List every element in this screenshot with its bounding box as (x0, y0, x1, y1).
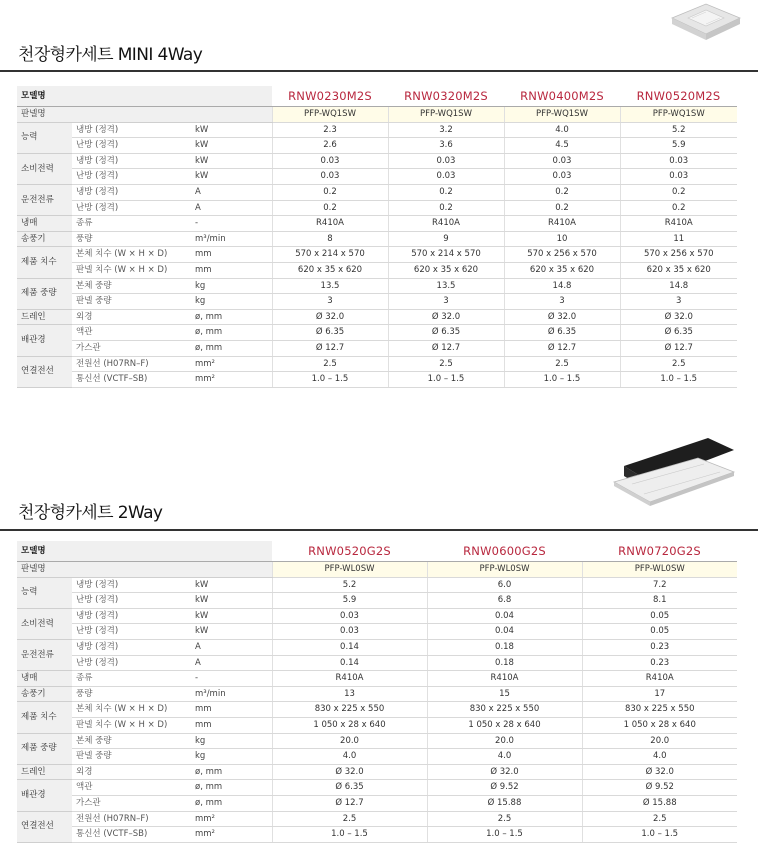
spec-unit: kW (192, 169, 272, 185)
spec-value: 15 (427, 686, 582, 702)
spec-value: 0.18 (427, 639, 582, 655)
spec-unit: ø, mm (192, 795, 272, 811)
spec-value: R410A (504, 216, 620, 232)
spec-row (17, 811, 737, 827)
spec-value: 6.8 (427, 593, 582, 609)
spec-row (17, 325, 737, 341)
spec-value: Ø 12.7 (504, 340, 620, 356)
cassette-4way-image (668, 2, 744, 44)
spec-category: 배관경 (17, 325, 72, 356)
model-name: RNW0520M2S (620, 86, 737, 107)
spec-value: 5.2 (620, 122, 737, 138)
spec-value: 0.03 (388, 153, 504, 169)
spec-value: 13 (272, 686, 427, 702)
spec-value: Ø 6.35 (504, 325, 620, 341)
spec-value: Ø 12.7 (272, 795, 427, 811)
spec-unit: mm² (192, 372, 272, 388)
spec-value: R410A (620, 216, 737, 232)
spec-value: 0.14 (272, 655, 427, 671)
spec-unit: kW (192, 608, 272, 624)
spec-value: 2.5 (427, 811, 582, 827)
spec-subitem: 난방 (정격) (72, 138, 192, 154)
spec-value: 3 (272, 294, 388, 310)
spec-value: 0.2 (388, 200, 504, 216)
spec-unit: kg (192, 278, 272, 294)
spec-subitem: 난방 (정격) (72, 593, 192, 609)
spec-subitem: 판넬 치수 (W × H × D) (72, 717, 192, 733)
spec-category: 송풍기 (17, 686, 72, 702)
spec-value: 0.03 (504, 169, 620, 185)
spec-value: 0.04 (427, 608, 582, 624)
spec-row (17, 356, 737, 372)
spec-subitem: 냉방 (정격) (72, 608, 192, 624)
spec-value: 0.03 (272, 169, 388, 185)
spec-unit: A (192, 639, 272, 655)
spec-subitem: 냉방 (정격) (72, 639, 192, 655)
spec-value: Ø 32.0 (388, 309, 504, 325)
spec-value: 3 (504, 294, 620, 310)
spec-subitem: 본체 치수 (W × H × D) (72, 702, 192, 718)
spec-unit: ø, mm (192, 764, 272, 780)
spec-unit: mm (192, 702, 272, 718)
spec-value: 620 x 35 x 620 (620, 262, 737, 278)
spec-value: 1 050 x 28 x 640 (272, 717, 427, 733)
spec-value: 830 x 225 x 550 (272, 702, 427, 718)
spec-value: Ø 9.52 (427, 780, 582, 796)
spec-row (17, 262, 737, 278)
model-name: RNW0720G2S (582, 541, 737, 562)
spec-value: Ø 6.35 (272, 325, 388, 341)
spec-value: 2.6 (272, 138, 388, 154)
spec-category: 소비전력 (17, 608, 72, 639)
spec-value: 1 050 x 28 x 640 (582, 717, 737, 733)
spec-subitem: 판넬 중량 (72, 749, 192, 765)
section-title-4way: 천장형카세트 MINI 4Way (18, 45, 203, 65)
model-name: RNW0520G2S (272, 541, 427, 562)
spec-value: PFP-WQ1SW (272, 107, 388, 123)
spec-value: 0.2 (504, 200, 620, 216)
spec-category: 능력 (17, 577, 72, 608)
spec-value: 1 050 x 28 x 640 (427, 717, 582, 733)
spec-value: 2.5 (620, 356, 737, 372)
spec-value: 0.14 (272, 639, 427, 655)
spec-value: 570 x 256 x 570 (620, 247, 737, 263)
spec-category: 판넬명 (17, 107, 272, 123)
spec-value: 0.05 (582, 624, 737, 640)
spec-value: 570 x 256 x 570 (504, 247, 620, 263)
spec-category: 운전전류 (17, 639, 72, 670)
spec-subitem: 냉방 (정격) (72, 184, 192, 200)
cassette-2way-image (612, 432, 736, 512)
spec-value: 1.0 – 1.5 (427, 827, 582, 843)
spec-value: 13.5 (388, 278, 504, 294)
spec-row (17, 639, 737, 655)
spec-value: 8.1 (582, 593, 737, 609)
spec-category: 배관경 (17, 780, 72, 811)
spec-category: 송풍기 (17, 231, 72, 247)
spec-unit: ø, mm (192, 309, 272, 325)
spec-value: PFP-WQ1SW (388, 107, 504, 123)
spec-subitem: 액관 (72, 325, 192, 341)
spec-value: 3 (620, 294, 737, 310)
section-divider (0, 70, 758, 72)
spec-value: 2.5 (272, 356, 388, 372)
spec-value: 1.0 – 1.5 (272, 372, 388, 388)
spec-unit: A (192, 655, 272, 671)
section-divider (0, 529, 758, 531)
spec-row (17, 827, 737, 843)
spec-subitem: 풍량 (72, 231, 192, 247)
spec-category: 제품 중량 (17, 278, 72, 309)
spec-category: 운전전류 (17, 184, 72, 215)
spec-row (17, 717, 737, 733)
spec-value: 0.2 (272, 200, 388, 216)
model-name: RNW0400M2S (504, 86, 620, 107)
spec-row (17, 655, 737, 671)
spec-value: 0.03 (504, 153, 620, 169)
spec-category: 연결전선 (17, 811, 72, 842)
spec-subitem: 가스관 (72, 340, 192, 356)
spec-category: 제품 치수 (17, 247, 72, 278)
spec-unit: kW (192, 577, 272, 593)
spec-value: 0.23 (582, 639, 737, 655)
spec-value: Ø 32.0 (504, 309, 620, 325)
spec-value: 2.5 (582, 811, 737, 827)
spec-row (17, 562, 737, 578)
spec-value: 20.0 (582, 733, 737, 749)
spec-row (17, 749, 737, 765)
spec-value: Ø 15.88 (427, 795, 582, 811)
spec-value: 0.04 (427, 624, 582, 640)
spec-unit: mm (192, 262, 272, 278)
spec-subitem: 종류 (72, 671, 192, 687)
spec-row (17, 231, 737, 247)
spec-row (17, 122, 737, 138)
spec-value: 5.2 (272, 577, 427, 593)
spec-value: 4.0 (582, 749, 737, 765)
spec-subitem: 액관 (72, 780, 192, 796)
spec-value: Ø 15.88 (582, 795, 737, 811)
spec-value: Ø 6.35 (272, 780, 427, 796)
spec-unit: A (192, 184, 272, 200)
spec-value: 1.0 – 1.5 (272, 827, 427, 843)
spec-category: 드레인 (17, 309, 72, 325)
spec-value: 9 (388, 231, 504, 247)
spec-value: R410A (582, 671, 737, 687)
spec-value: 14.8 (620, 278, 737, 294)
spec-value: PFP-WL0SW (427, 562, 582, 578)
spec-unit: ø, mm (192, 780, 272, 796)
spec-category: 냉매 (17, 671, 72, 687)
spec-subitem: 냉방 (정격) (72, 122, 192, 138)
spec-subitem: 전원선 (H07RN–F) (72, 356, 192, 372)
spec-value: 1.0 – 1.5 (504, 372, 620, 388)
spec-row (17, 702, 737, 718)
section-title-2way: 천장형카세트 2Way (18, 503, 163, 523)
spec-row (17, 200, 737, 216)
spec-row (17, 184, 737, 200)
spec-value: 0.23 (582, 655, 737, 671)
spec-row (17, 608, 737, 624)
spec-value: 20.0 (272, 733, 427, 749)
spec-value: R410A (427, 671, 582, 687)
spec-row (17, 107, 737, 123)
spec-value: 2.5 (388, 356, 504, 372)
spec-value: 1.0 – 1.5 (620, 372, 737, 388)
spec-unit: ø, mm (192, 340, 272, 356)
spec-value: Ø 12.7 (620, 340, 737, 356)
spec-value: R410A (272, 671, 427, 687)
spec-row (17, 671, 737, 687)
spec-row (17, 372, 737, 388)
spec-subitem: 가스관 (72, 795, 192, 811)
spec-subitem: 통신선 (VCTF–SB) (72, 827, 192, 843)
spec-subitem: 판넬 중량 (72, 294, 192, 310)
spec-row (17, 593, 737, 609)
spec-unit: m³/min (192, 686, 272, 702)
spec-value: 0.03 (272, 608, 427, 624)
spec-value: PFP-WQ1SW (620, 107, 737, 123)
spec-value: 17 (582, 686, 737, 702)
spec-row (17, 294, 737, 310)
spec-unit: kW (192, 624, 272, 640)
spec-unit: A (192, 200, 272, 216)
spec-row (17, 686, 737, 702)
model-header-row (17, 541, 737, 562)
spec-value: 0.03 (620, 169, 737, 185)
spec-subitem: 난방 (정격) (72, 624, 192, 640)
spec-row (17, 153, 737, 169)
spec-subitem: 판넬 치수 (W × H × D) (72, 262, 192, 278)
spec-value: 2.3 (272, 122, 388, 138)
spec-value: 7.2 (582, 577, 737, 593)
spec-value: 20.0 (427, 733, 582, 749)
spec-value: Ø 6.35 (388, 325, 504, 341)
spec-unit: kg (192, 294, 272, 310)
spec-value: Ø 32.0 (427, 764, 582, 780)
spec-value: 620 x 35 x 620 (272, 262, 388, 278)
spec-unit: mm² (192, 827, 272, 843)
spec-subitem: 종류 (72, 216, 192, 232)
spec-value: 570 x 214 x 570 (388, 247, 504, 263)
spec-value: 0.2 (504, 184, 620, 200)
spec-value: 4.5 (504, 138, 620, 154)
spec-value: 5.9 (620, 138, 737, 154)
spec-value: 4.0 (272, 749, 427, 765)
spec-value: Ø 32.0 (272, 309, 388, 325)
spec-value: 13.5 (272, 278, 388, 294)
spec-value: Ø 9.52 (582, 780, 737, 796)
spec-table-4way (17, 86, 737, 388)
spec-value: R410A (272, 216, 388, 232)
spec-row (17, 169, 737, 185)
spec-unit: kW (192, 122, 272, 138)
model-header-row (17, 86, 737, 107)
spec-subitem: 외경 (72, 764, 192, 780)
spec-value: 2.5 (272, 811, 427, 827)
spec-value: 3.6 (388, 138, 504, 154)
spec-unit: mm² (192, 811, 272, 827)
spec-value: 620 x 35 x 620 (504, 262, 620, 278)
spec-value: Ø 32.0 (582, 764, 737, 780)
spec-value: Ø 32.0 (620, 309, 737, 325)
model-label: 모델명 (17, 86, 272, 107)
spec-unit: - (192, 671, 272, 687)
spec-value: 10 (504, 231, 620, 247)
spec-row (17, 309, 737, 325)
spec-category: 냉매 (17, 216, 72, 232)
spec-subitem: 본체 중량 (72, 733, 192, 749)
spec-row (17, 624, 737, 640)
spec-value: 0.03 (272, 624, 427, 640)
spec-unit: mm (192, 717, 272, 733)
spec-category: 제품 치수 (17, 702, 72, 733)
spec-row (17, 138, 737, 154)
spec-unit: m³/min (192, 231, 272, 247)
spec-value: PFP-WQ1SW (504, 107, 620, 123)
spec-value: 8 (272, 231, 388, 247)
spec-unit: kW (192, 153, 272, 169)
spec-category: 드레인 (17, 764, 72, 780)
spec-subitem: 난방 (정격) (72, 200, 192, 216)
spec-unit: ø, mm (192, 325, 272, 341)
spec-unit: kW (192, 138, 272, 154)
spec-row (17, 216, 737, 232)
spec-value: 0.2 (388, 184, 504, 200)
spec-value: R410A (388, 216, 504, 232)
spec-subitem: 전원선 (H07RN–F) (72, 811, 192, 827)
spec-value: 620 x 35 x 620 (388, 262, 504, 278)
spec-value: 1.0 – 1.5 (388, 372, 504, 388)
spec-value: 830 x 225 x 550 (582, 702, 737, 718)
spec-value: 570 x 214 x 570 (272, 247, 388, 263)
spec-value: 3.2 (388, 122, 504, 138)
spec-value: 14.8 (504, 278, 620, 294)
spec-row (17, 780, 737, 796)
spec-value: 3 (388, 294, 504, 310)
spec-unit: kg (192, 749, 272, 765)
spec-unit: mm² (192, 356, 272, 372)
spec-value: 6.0 (427, 577, 582, 593)
spec-subitem: 본체 치수 (W × H × D) (72, 247, 192, 263)
spec-value: 0.2 (272, 184, 388, 200)
spec-unit: mm (192, 247, 272, 263)
spec-value: 0.18 (427, 655, 582, 671)
spec-value: 0.05 (582, 608, 737, 624)
model-name: RNW0230M2S (272, 86, 388, 107)
spec-category: 연결전선 (17, 356, 72, 387)
spec-value: 830 x 225 x 550 (427, 702, 582, 718)
spec-subitem: 냉방 (정격) (72, 153, 192, 169)
spec-row (17, 764, 737, 780)
spec-category: 소비전력 (17, 153, 72, 184)
spec-value: Ø 12.7 (388, 340, 504, 356)
spec-subitem: 난방 (정격) (72, 169, 192, 185)
spec-subitem: 난방 (정격) (72, 655, 192, 671)
spec-value: PFP-WL0SW (272, 562, 427, 578)
spec-row (17, 247, 737, 263)
spec-subitem: 통신선 (VCTF–SB) (72, 372, 192, 388)
spec-category: 제품 중량 (17, 733, 72, 764)
spec-value: PFP-WL0SW (582, 562, 737, 578)
spec-value: 5.9 (272, 593, 427, 609)
model-name: RNW0600G2S (427, 541, 582, 562)
spec-row (17, 340, 737, 356)
spec-unit: - (192, 216, 272, 232)
spec-value: 4.0 (504, 122, 620, 138)
spec-row (17, 795, 737, 811)
spec-category: 능력 (17, 122, 72, 153)
spec-subitem: 냉방 (정격) (72, 577, 192, 593)
spec-value: 0.2 (620, 200, 737, 216)
spec-unit: kW (192, 593, 272, 609)
spec-value: 4.0 (427, 749, 582, 765)
spec-value: 1.0 – 1.5 (582, 827, 737, 843)
spec-value: 11 (620, 231, 737, 247)
spec-row (17, 577, 737, 593)
spec-value: 0.03 (388, 169, 504, 185)
spec-category: 판넬명 (17, 562, 272, 578)
spec-row (17, 733, 737, 749)
spec-subitem: 풍량 (72, 686, 192, 702)
spec-value: Ø 6.35 (620, 325, 737, 341)
spec-value: 2.5 (504, 356, 620, 372)
spec-value: Ø 32.0 (272, 764, 427, 780)
spec-table-2way (17, 541, 737, 843)
spec-value: Ø 12.7 (272, 340, 388, 356)
spec-value: 0.03 (272, 153, 388, 169)
spec-subitem: 외경 (72, 309, 192, 325)
spec-value: 0.03 (620, 153, 737, 169)
spec-value: 0.2 (620, 184, 737, 200)
model-name: RNW0320M2S (388, 86, 504, 107)
spec-subitem: 본체 중량 (72, 278, 192, 294)
model-label: 모델명 (17, 541, 272, 562)
spec-row (17, 278, 737, 294)
spec-unit: kg (192, 733, 272, 749)
